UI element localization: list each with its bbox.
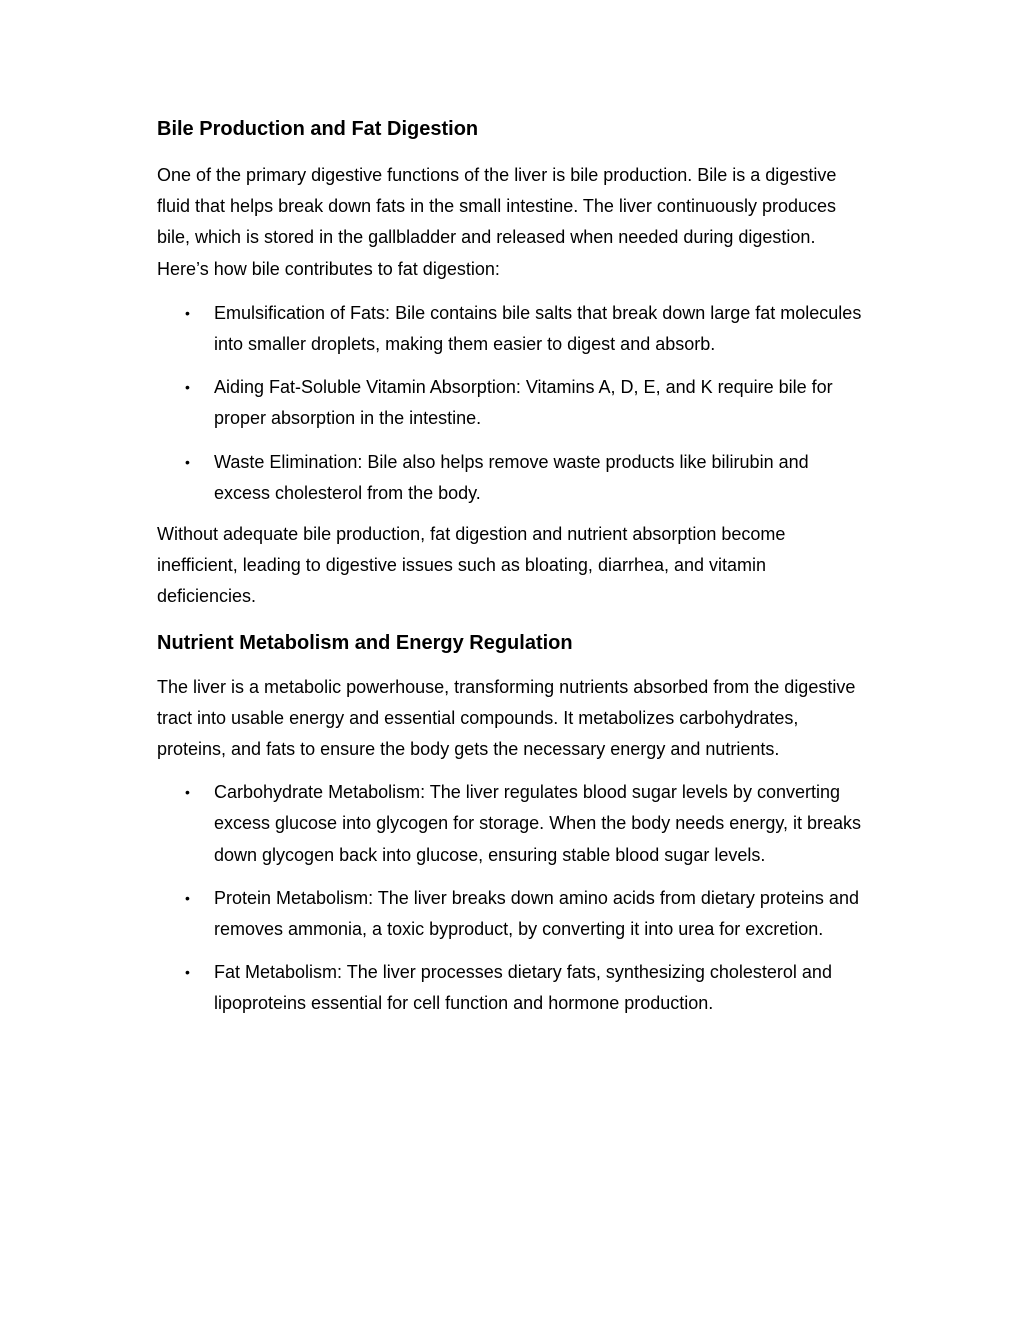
section-heading-nutrient: Nutrient Metabolism and Energy Regulation bbox=[157, 631, 573, 654]
list-item-text: Carbohydrate Metabolism: The liver regulates blood sugar levels by converting excess glucose into glycogen for storage. When the body needs energy, it breaks down glycogen back into glucose, ensuring stable blood sugar levels. bbox=[214, 782, 862, 865]
section-heading-bile: Bile Production and Fat Digestion bbox=[157, 118, 479, 140]
list-item bbox=[157, 883, 869, 945]
paragraph-bile-outro: Without adequate bile production, fat digestion and nutrient absorption become inefficient, leading to digestive issues such as bloating, diarrhea, and vitamin deficiencies. bbox=[157, 524, 786, 607]
bullet-icon: • bbox=[185, 379, 190, 396]
bullet-icon: • bbox=[185, 453, 190, 470]
bullet-icon: • bbox=[185, 889, 190, 906]
list-item-text: Protein Metabolism: The liver breaks down amino acids from dietary proteins and removes ammonia, a toxic byproduct, by converting it into urea for excretion. bbox=[214, 887, 859, 940]
list-item-text: Aiding Fat-Soluble Vitamin Absorption: Vitamins A, D, E, and K require bile for proper absorption in the intestine. bbox=[214, 377, 833, 429]
list-item bbox=[157, 957, 869, 1019]
list-item bbox=[157, 298, 869, 360]
list-item bbox=[157, 777, 869, 871]
list-item bbox=[157, 447, 869, 509]
list-item-text: Emulsification of Fats: Bile contains bile salts that break down large fat molecules into smaller droplets, making them easier to digest and absorb. bbox=[214, 302, 862, 355]
bullet-icon: • bbox=[185, 304, 190, 321]
bullet-list-nutrient bbox=[157, 777, 869, 1019]
paragraph-nutrient-intro: The liver is a metabolic powerhouse, transforming nutrients absorbed from the digestive tract into usable energy and essential compounds. It metabolizes carbohydrates, proteins, and fats to ensure the body gets the necessary energy and nutrients. bbox=[157, 676, 856, 760]
bullet-list-bile bbox=[157, 298, 869, 509]
list-item-text: Fat Metabolism: The liver processes dietary fats, synthesizing cholesterol and lipoproteins essential for cell function and hormone production. bbox=[214, 962, 832, 1014]
bullet-icon: • bbox=[185, 784, 190, 801]
list-item-text: Waste Elimination: Bile also helps remove waste products like bilirubin and excess cholesterol from the body. bbox=[214, 451, 809, 503]
paragraph-bile-intro: One of the primary digestive functions of the liver is bile production. Bile is a digestive fluid that helps break down fats in the small intestine. The liver continuously produces bile, which is stored in the gallbladder and released when needed during digestion. Here’s how bile contributes to fat digestion: bbox=[157, 165, 837, 279]
list-item bbox=[157, 372, 869, 434]
bullet-icon: • bbox=[185, 964, 190, 981]
document-page bbox=[157, 114, 869, 1032]
